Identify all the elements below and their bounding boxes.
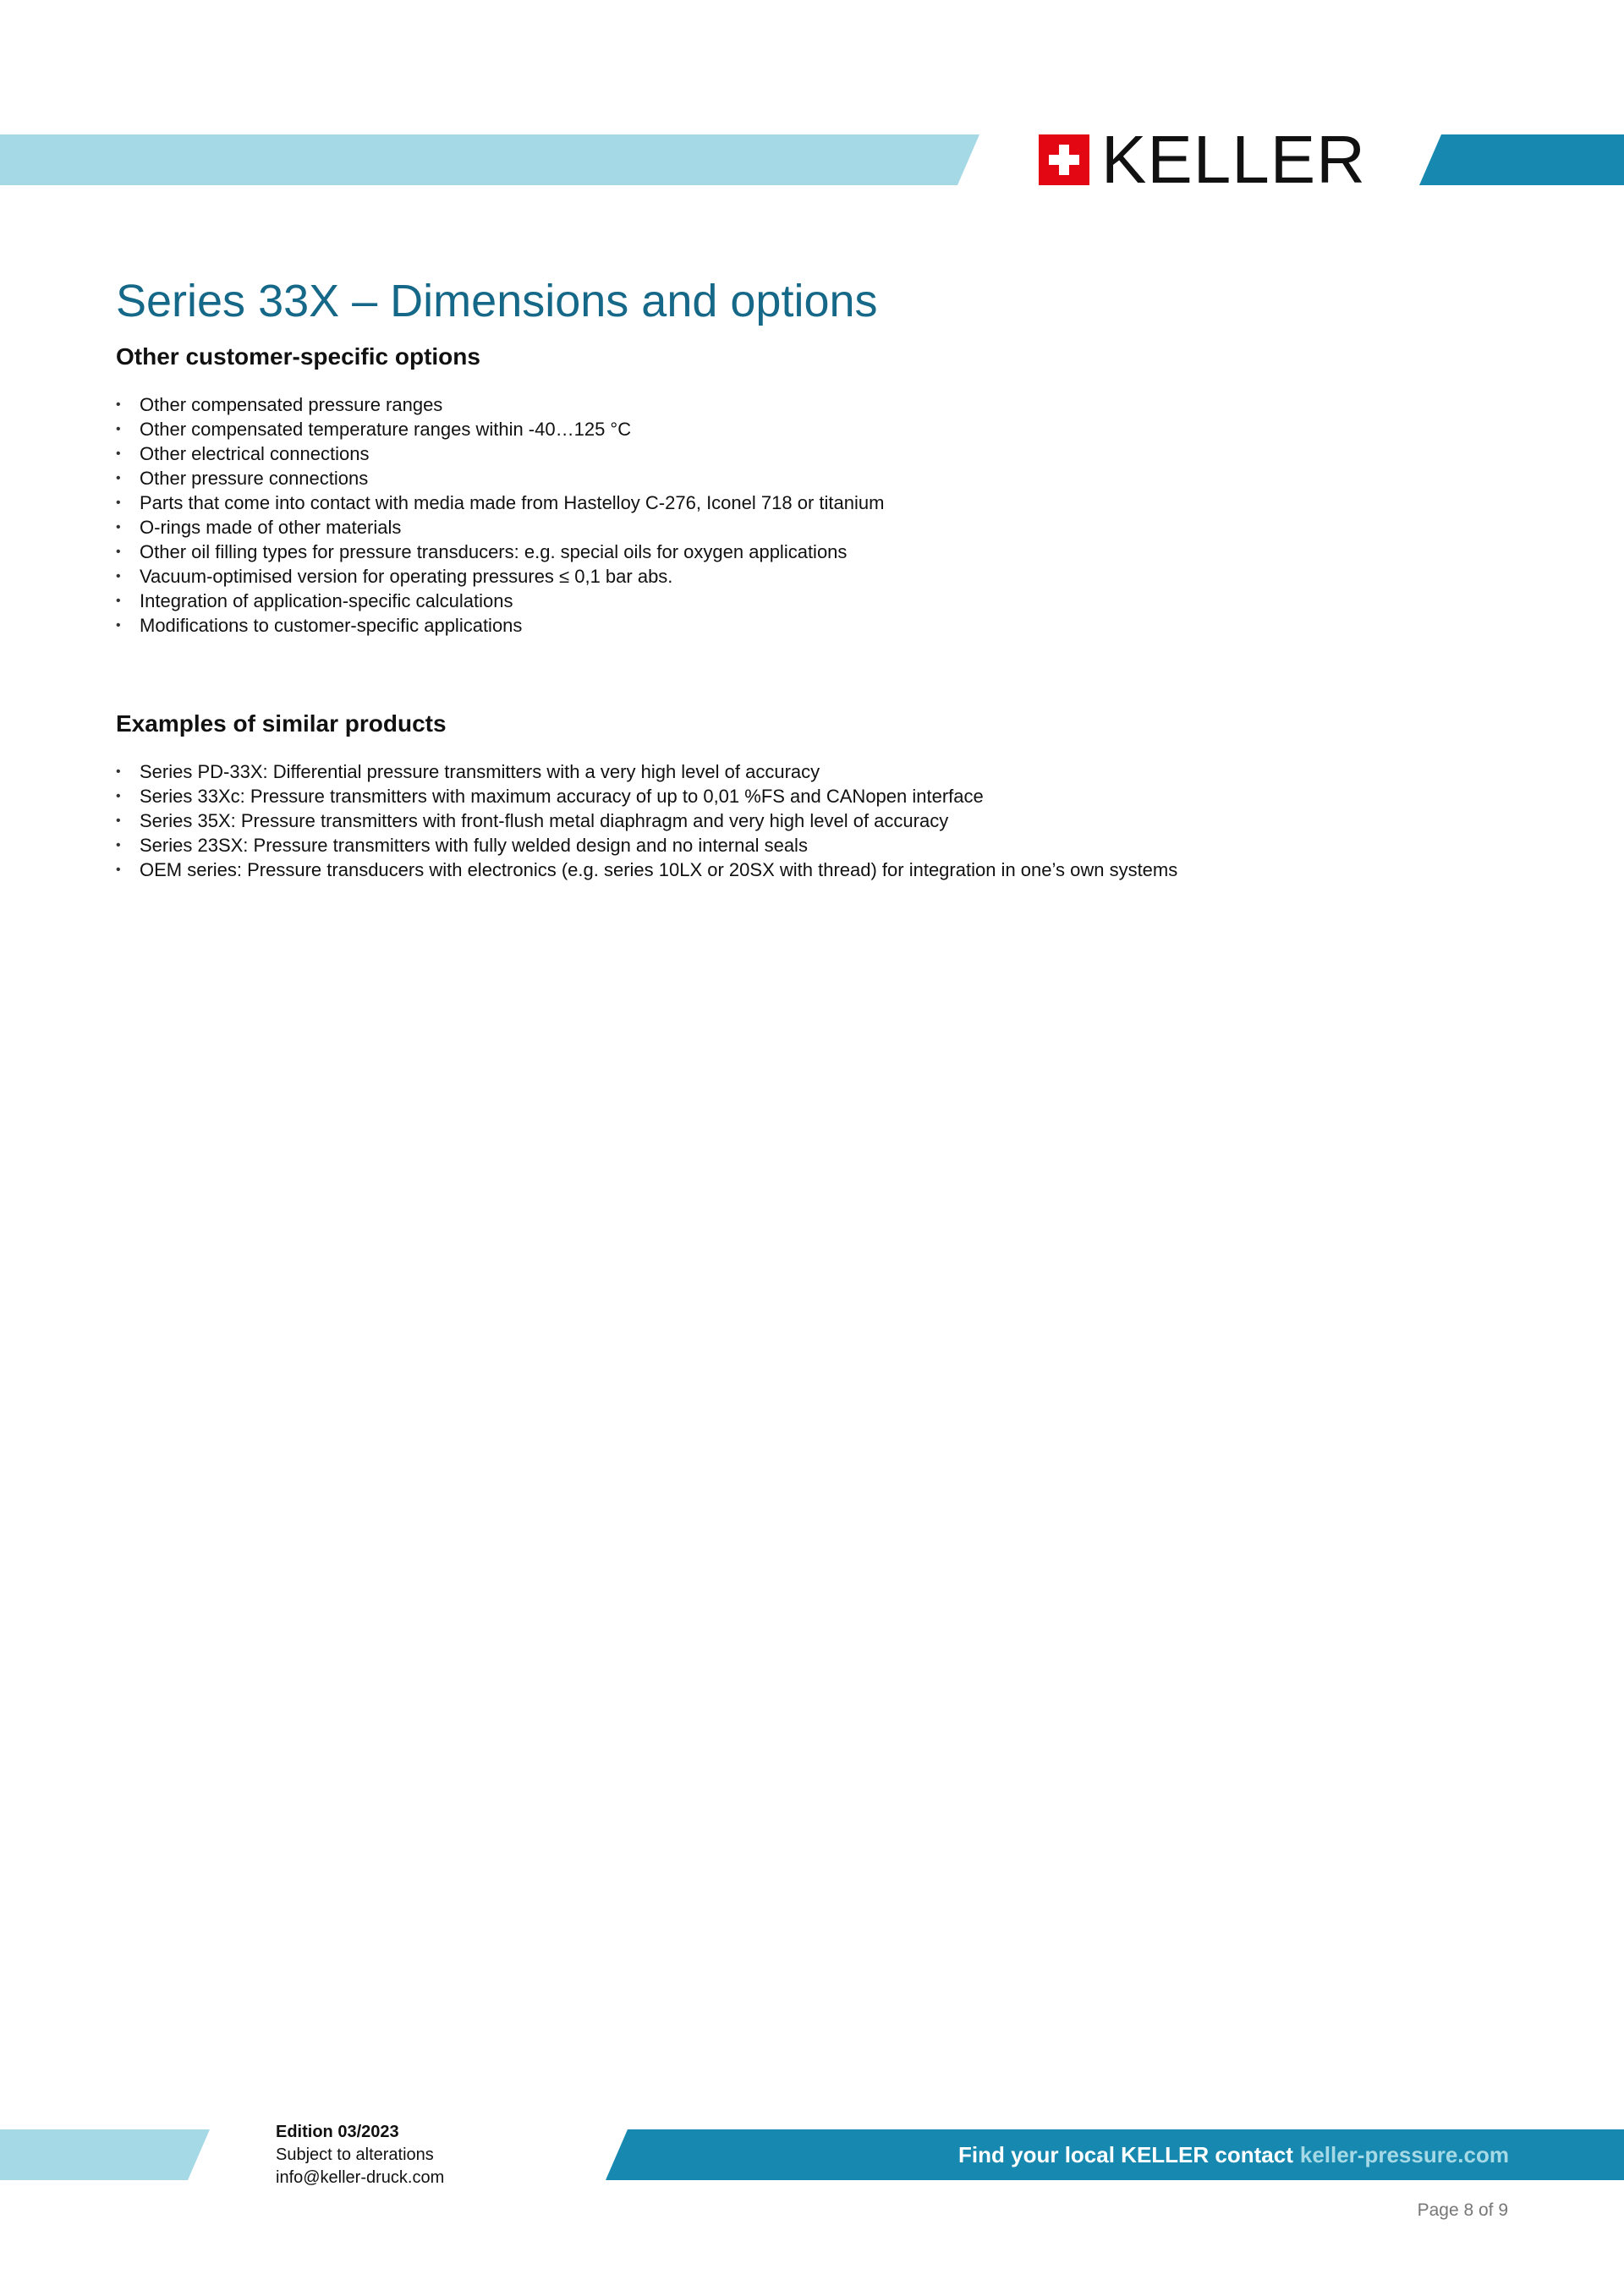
list-item: • Other pressure connections (116, 466, 1512, 490)
keller-logo (1039, 122, 1366, 197)
list-item: • Vacuum-optimised version for operating pressures ≤ 0,1 bar abs. (116, 564, 1512, 589)
subject-label: Subject to alterations (276, 2145, 434, 2164)
header-band-light (0, 134, 979, 185)
list-item: • Other electrical connections (116, 441, 1512, 466)
list-item: • Series 35X: Pressure transmitters with front-flush metal diaphragm and very high level of accuracy (116, 808, 1512, 833)
options-list (116, 392, 1512, 638)
list-item: • Other oil filling types for pressure transducers: e.g. special oils for oxygen applications (116, 540, 1512, 564)
list-item: • Other compensated pressure ranges (116, 392, 1512, 417)
edition-label: Edition 03/2023 (276, 2123, 399, 2141)
contact-url-link[interactable]: keller-pressure.com (1299, 2141, 1509, 2167)
email-link[interactable]: info@keller-druck.com (276, 2168, 445, 2187)
swiss-flag-icon (1039, 134, 1089, 185)
logo-text: KELLER (1101, 122, 1366, 197)
section-heading-options: Other customer-specific options (116, 343, 480, 370)
similar-products-list (116, 759, 1512, 882)
header-band-dark (1419, 134, 1624, 185)
list-item: • Integration of application-specific calculations (116, 589, 1512, 613)
list-item: • Parts that come into contact with media made from Hastelloy C-276, Iconel 718 or titanium (116, 490, 1512, 515)
footer-contact (958, 2129, 1509, 2180)
footer-band-light (0, 2129, 210, 2180)
list-item: • Series 33Xc: Pressure transmitters with maximum accuracy of up to 0,01 %FS and CANopen interface (116, 784, 1512, 808)
list-item: • Other compensated temperature ranges within -40…125 °C (116, 417, 1512, 441)
list-item: • Series 23SX: Pressure transmitters with fully welded design and no internal seals (116, 833, 1512, 858)
page-title: Series 33X – Dimensions and options (116, 276, 878, 326)
footer-info (276, 2121, 444, 2189)
list-item: • O-rings made of other materials (116, 515, 1512, 540)
list-item: • Series PD-33X: Differential pressure transmitters with a very high level of accuracy (116, 759, 1512, 784)
page-number: Page 8 of 9 (1417, 2200, 1508, 2220)
list-item: • OEM series: Pressure transducers with electronics (e.g. series 10LX or 20SX with thread) for integration in one’s own systems (116, 858, 1512, 882)
contact-text: Find your local KELLER contact (958, 2141, 1293, 2167)
document-body (116, 272, 1512, 882)
section-heading-similar-products: Examples of similar products (116, 710, 447, 737)
list-item: • Modifications to customer-specific applications (116, 613, 1512, 638)
